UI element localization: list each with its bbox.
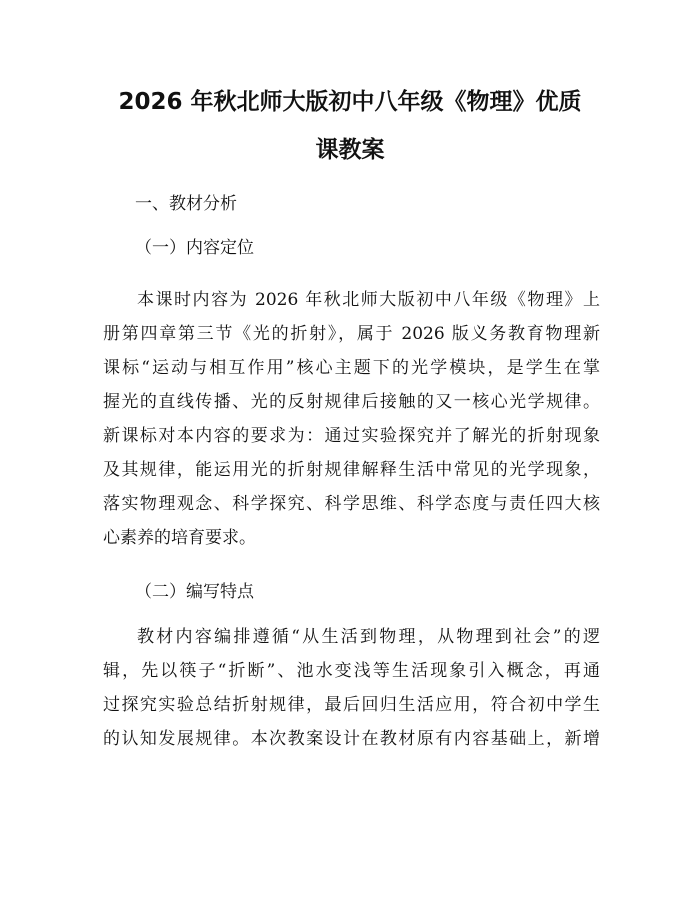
paragraph-line: 教材内容编排遵循“从生活到物理，从物理到社会”的逻 <box>137 627 600 647</box>
paragraph-line: 及其规律，能运用光的折射规律解释生活中常见的光学现象， <box>103 460 600 480</box>
subsection-heading-writing-features: （二）编写特点 <box>135 582 254 602</box>
paragraph-line: 过探究实验总结折射规律，最后回归生活应用，符合初中学生 <box>103 695 600 715</box>
paragraph-line: 握光的直线传播、光的反射规律后接触的又一核心光学规律。 <box>103 392 600 412</box>
paragraph-content-positioning <box>103 283 600 555</box>
paragraph-line: 落实物理观念、科学探究、科学思维、科学态度与责任四大核 <box>103 494 600 514</box>
document-title-line-1: 2026 年秋北师大版初中八年级《物理》优质 <box>118 89 582 115</box>
subsection-heading-content-positioning: （一）内容定位 <box>135 238 254 258</box>
paragraph-line: 辑，先以筷子“折断”、池水变浅等生活现象引入概念，再通 <box>103 661 600 681</box>
document-title-line-2: 课教案 <box>315 137 385 163</box>
paragraph-writing-features <box>103 620 600 756</box>
paragraph-line: 新课标对本内容的要求为：通过实验探究并了解光的折射现象 <box>103 426 600 446</box>
paragraph-line: 本课时内容为 2026 年秋北师大版初中八年级《物理》上 <box>137 290 600 310</box>
paragraph-line: 的认知发展规律。本次教案设计在教材原有内容基础上，新增 <box>103 729 600 749</box>
paragraph-line: 册第四章第三节《光的折射》，属于 2026 版义务教育物理新 <box>103 324 600 344</box>
paragraph-line: 心素养的培育要求。 <box>103 528 256 548</box>
section-heading-teaching-material-analysis: 一、教材分析 <box>135 194 237 214</box>
paragraph-line: 课标“运动与相互作用”核心主题下的光学模块，是学生在掌 <box>103 358 600 378</box>
